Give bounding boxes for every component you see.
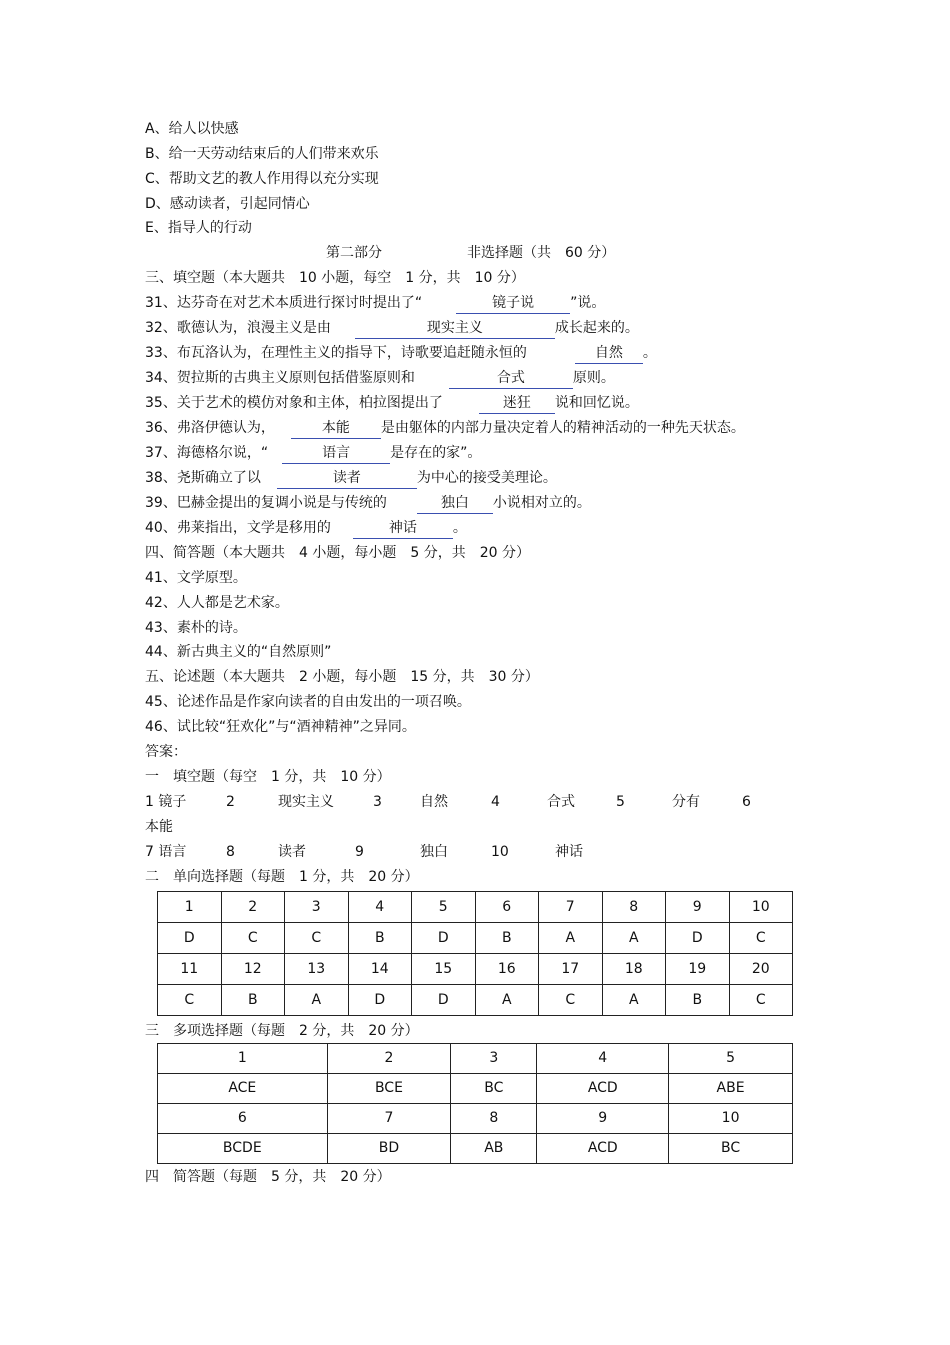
table-cell: 17 <box>539 954 603 985</box>
short-section-header: 四、简答题（本大题共 4 小题，每小题 5 分，共 20 分） <box>145 545 530 561</box>
question-text: 32、歌德认为，浪漫主义是由 <box>145 320 331 336</box>
table-cell: 4 <box>537 1044 669 1074</box>
option-c <box>145 168 379 190</box>
answer-item: 10 <box>491 844 509 860</box>
answer-item: 读者 <box>278 844 306 860</box>
table-cell: 4 <box>348 892 412 923</box>
table-cell: 8 <box>602 892 666 923</box>
table-cell: 1 <box>158 1044 328 1074</box>
table-cell: 16 <box>475 954 539 985</box>
question-text: 小说相对立的。 <box>492 495 591 511</box>
question-text: 35、关于艺术的模仿对象和主体，柏拉图提出了 <box>145 395 443 411</box>
table-row <box>158 1074 793 1104</box>
short-question-41: 41、文学原型。 <box>145 570 247 586</box>
question-text: 39、巴赫金提出的复调小说是与传统的 <box>145 495 387 511</box>
option-text: 给人以快感 <box>168 121 239 137</box>
short-question-43: 43、素朴的诗。 <box>145 620 247 636</box>
table-cell: C <box>729 985 793 1016</box>
table-cell: D <box>348 985 412 1016</box>
table-cell: ACD <box>537 1134 669 1164</box>
answer-blank: 合式 <box>449 369 573 389</box>
table-cell: 15 <box>412 954 476 985</box>
answer-item: 神话 <box>555 844 583 860</box>
question-text: 33、布瓦洛认为，在理性主义的指导下，诗歌要追赶随永恒的 <box>145 345 527 361</box>
table-cell: 8 <box>451 1104 537 1134</box>
table-cell: C <box>539 985 603 1016</box>
part2-right: 非选择题（共 60 分） <box>467 245 616 261</box>
table-cell: 7 <box>327 1104 451 1134</box>
option-letter: D、 <box>145 196 170 212</box>
fill-question-40 <box>145 517 467 539</box>
multi-choice-table <box>157 1043 793 1164</box>
answer-blank: 神话 <box>353 519 453 539</box>
table-cell: 14 <box>348 954 412 985</box>
option-text: 帮助文艺的教人作用得以充分实现 <box>168 171 379 187</box>
table-row <box>158 892 793 923</box>
question-text: 37、海德格尔说，“ <box>145 445 269 461</box>
table-cell: 9 <box>666 892 730 923</box>
table-cell: 10 <box>729 892 793 923</box>
answer-item: 合式 <box>547 794 575 810</box>
table-cell: 12 <box>221 954 285 985</box>
table-cell: BC <box>451 1074 537 1104</box>
table-row <box>158 954 793 985</box>
answer-blank: 自然 <box>575 344 643 364</box>
table-cell: 5 <box>669 1044 793 1074</box>
table-cell: D <box>666 923 730 954</box>
table-cell: B <box>221 985 285 1016</box>
question-text: 38、尧斯确立了以 <box>145 470 261 486</box>
table-cell: 11 <box>158 954 222 985</box>
table-cell: 2 <box>221 892 285 923</box>
table-cell: C <box>729 923 793 954</box>
table-cell: 1 <box>158 892 222 923</box>
essay-section-header: 五、论述题（本大题共 2 小题，每小题 15 分，共 30 分） <box>145 669 539 685</box>
single-choice-table <box>157 891 793 1016</box>
table-cell: BCDE <box>158 1134 328 1164</box>
option-letter: B、 <box>145 146 169 162</box>
answer-item: 5 <box>616 794 625 810</box>
fill-question-33 <box>145 342 657 364</box>
answer-item: 6 <box>742 794 751 810</box>
question-text: 31、达芬奇在对艺术本质进行探讨时提出了“ <box>145 295 423 311</box>
answers-fill-row-1 <box>145 791 795 813</box>
answer-item: 1 镜子 <box>145 794 187 810</box>
answer-blank: 迷狂 <box>479 394 555 414</box>
table-cell: 9 <box>537 1104 669 1134</box>
table-row <box>158 985 793 1016</box>
table-cell: A <box>602 985 666 1016</box>
answer-blank: 语言 <box>282 444 390 464</box>
fill-section-header: 三、填空题（本大题共 10 小题，每空 1 分，共 10 分） <box>145 270 525 286</box>
table-cell: AB <box>451 1134 537 1164</box>
option-letter: E、 <box>145 220 168 236</box>
table-cell: C <box>285 923 349 954</box>
answers-fill-wrap: 本能 <box>145 819 173 835</box>
single-choice-header: 二 单向选择题（每题 1 分，共 20 分） <box>145 869 419 885</box>
question-text: 成长起来的。 <box>554 320 639 336</box>
table-cell: C <box>158 985 222 1016</box>
fill-question-31 <box>145 292 605 314</box>
table-cell: 13 <box>285 954 349 985</box>
question-text: 34、贺拉斯的古典主义原则包括借鉴原则和 <box>145 370 415 386</box>
fill-question-35 <box>145 392 639 414</box>
table-cell: B <box>348 923 412 954</box>
table-cell: ACD <box>537 1074 669 1104</box>
question-text: ”说。 <box>570 295 606 311</box>
answer-item: 现实主义 <box>278 794 334 810</box>
fill-question-32 <box>145 317 639 339</box>
fill-question-34 <box>145 367 615 389</box>
table-row <box>158 1134 793 1164</box>
short-question-44: 44、新古典主义的“自然原则” <box>145 644 332 660</box>
table-cell: 3 <box>451 1044 537 1074</box>
table-cell: ABE <box>669 1074 793 1104</box>
question-text: 说和回忆说。 <box>554 395 639 411</box>
part2-left: 第二部分 <box>326 245 382 261</box>
fill-question-38 <box>145 467 557 489</box>
table-cell: 3 <box>285 892 349 923</box>
question-text: 。 <box>452 520 467 536</box>
table-cell: B <box>666 985 730 1016</box>
essay-question-45: 45、论述作品是作家向读者的自由发出的一项召唤。 <box>145 694 471 710</box>
answer-item: 分有 <box>672 794 700 810</box>
fill-question-36 <box>145 417 745 439</box>
answer-item: 独白 <box>420 844 448 860</box>
table-cell: 18 <box>602 954 666 985</box>
question-text: 36、弗洛伊德认为， <box>145 420 275 436</box>
question-text: 。 <box>642 345 657 361</box>
table-cell: A <box>602 923 666 954</box>
table-cell: ACE <box>158 1074 328 1104</box>
table-row <box>158 1044 793 1074</box>
answer-item: 7 语言 <box>145 844 187 860</box>
question-text: 是存在的家”。 <box>390 445 482 461</box>
table-cell: D <box>412 923 476 954</box>
question-text: 原则。 <box>572 370 615 386</box>
answers-fill-header: 一 填空题（每空 1 分，共 10 分） <box>145 769 391 785</box>
table-cell: 2 <box>327 1044 451 1074</box>
option-b <box>145 143 379 165</box>
option-text: 指导人的行动 <box>167 220 252 236</box>
answer-item: 2 <box>226 794 235 810</box>
option-letter: A、 <box>145 121 169 137</box>
table-row <box>158 923 793 954</box>
answer-item: 8 <box>226 844 235 860</box>
table-cell: BCE <box>327 1074 451 1104</box>
short-answer-header: 四 简答题（每题 5 分，共 20 分） <box>145 1169 391 1185</box>
option-text: 给一天劳动结束后的人们带来欢乐 <box>168 146 379 162</box>
answer-blank: 现实主义 <box>355 319 555 339</box>
answer-item: 4 <box>491 794 500 810</box>
table-cell: A <box>475 985 539 1016</box>
answer-blank: 独白 <box>417 494 493 514</box>
answers-fill-row-2 <box>145 841 795 863</box>
question-text: 为中心的接受美理论。 <box>416 470 557 486</box>
table-cell: 19 <box>666 954 730 985</box>
table-cell: D <box>158 923 222 954</box>
table-cell: B <box>475 923 539 954</box>
table-cell: 5 <box>412 892 476 923</box>
table-cell: BC <box>669 1134 793 1164</box>
table-cell: BD <box>327 1134 451 1164</box>
option-a <box>145 118 239 140</box>
question-text: 是由躯体的内部力量决定着人的精神活动的一种先天状态。 <box>380 420 745 436</box>
multi-choice-header: 三 多项选择题（每题 2 分，共 20 分） <box>145 1023 419 1039</box>
table-cell: 10 <box>669 1104 793 1134</box>
essay-question-46: 46、试比较“狂欢化”与“酒神精神”之异同。 <box>145 719 416 735</box>
table-row <box>158 1104 793 1134</box>
option-d <box>145 193 310 215</box>
fill-question-37 <box>145 442 481 464</box>
answer-blank: 本能 <box>291 419 381 439</box>
question-text: 40、弗莱指出，文学是移用的 <box>145 520 331 536</box>
answer-item: 3 <box>373 794 382 810</box>
table-cell: 6 <box>158 1104 328 1134</box>
table-cell: 7 <box>539 892 603 923</box>
option-text: 感动读者，引起同情心 <box>169 196 310 212</box>
answer-item: 自然 <box>420 794 448 810</box>
table-cell: C <box>221 923 285 954</box>
answers-label: 答案： <box>145 744 187 760</box>
table-cell: 6 <box>475 892 539 923</box>
fill-question-39 <box>145 492 591 514</box>
table-cell: 20 <box>729 954 793 985</box>
table-cell: A <box>285 985 349 1016</box>
table-cell: A <box>539 923 603 954</box>
answer-item: 9 <box>355 844 364 860</box>
answer-blank: 镜子说 <box>456 294 570 314</box>
answer-blank: 读者 <box>277 469 417 489</box>
short-question-42: 42、人人都是艺术家。 <box>145 595 289 611</box>
table-cell: D <box>412 985 476 1016</box>
option-letter: C、 <box>145 171 169 187</box>
option-e <box>145 217 252 239</box>
